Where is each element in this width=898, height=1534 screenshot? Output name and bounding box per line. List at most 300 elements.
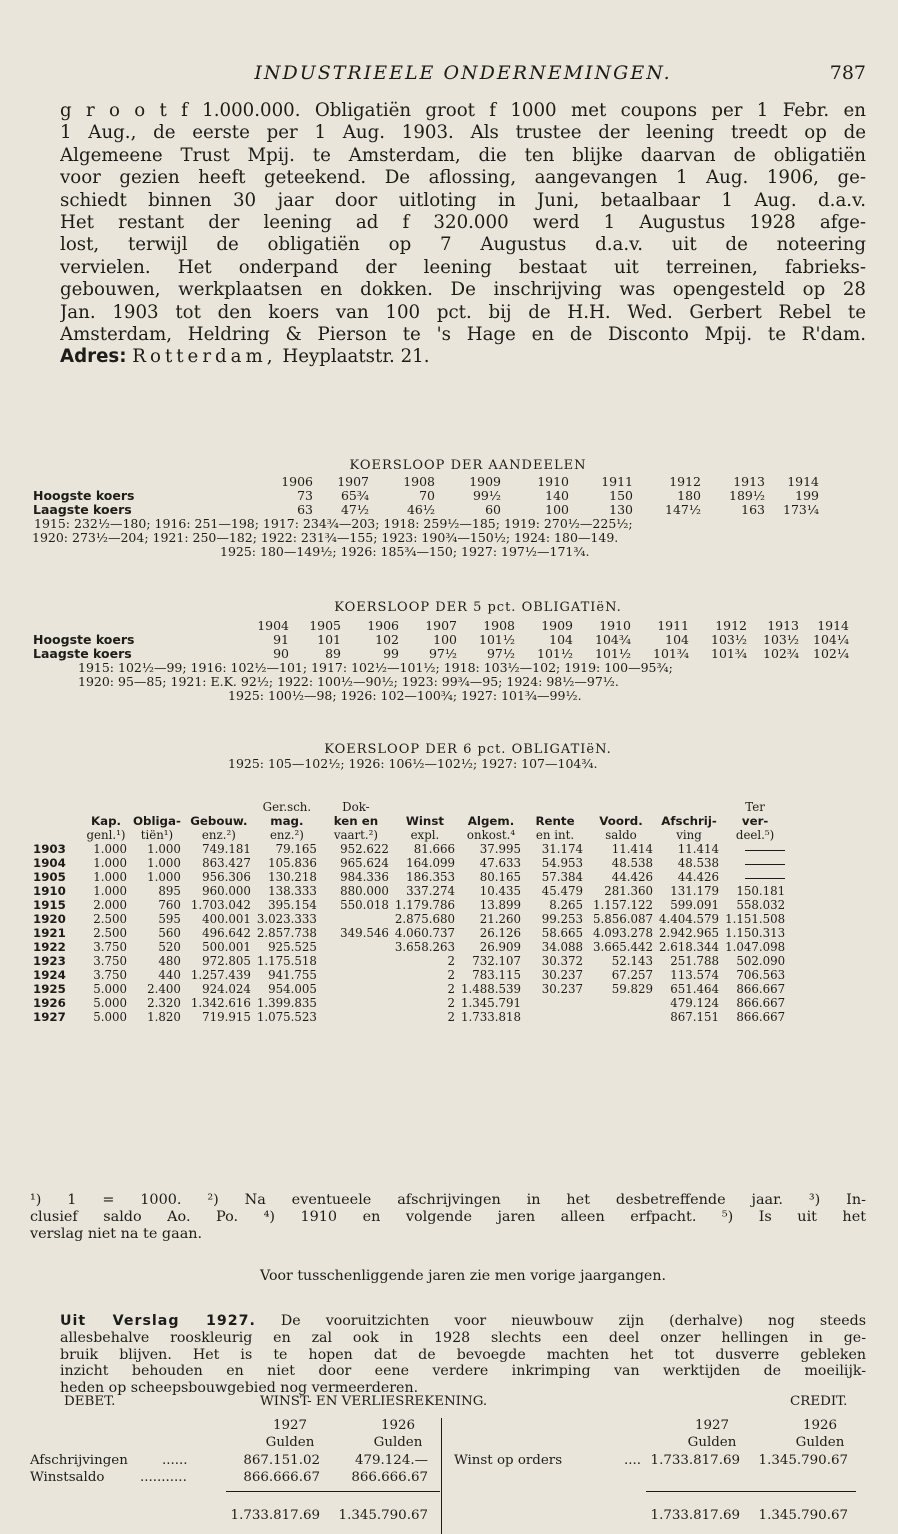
value-cell: 10.435	[479, 884, 522, 898]
value-cell: 706.563	[736, 968, 786, 982]
value-cell: 57.384	[541, 870, 584, 884]
financial-body	[30, 842, 788, 1024]
year-cell: 1912	[669, 474, 701, 489]
header-cell: tiën¹)	[140, 828, 174, 842]
value-cell: 595	[158, 912, 181, 926]
value-cell: 1.820	[147, 1010, 181, 1024]
value-cell: 5.000	[93, 996, 127, 1010]
winstsaldo-1926: 866.666.67	[351, 1470, 428, 1485]
value-cell: 97½	[428, 646, 457, 661]
header-cell: saldo	[605, 828, 637, 842]
footnote-line: verslag niet na te gaan.	[30, 1226, 203, 1242]
year-cell: 1925	[33, 982, 66, 996]
value-cell: 599.091	[670, 898, 720, 912]
oblig5-table	[30, 619, 852, 661]
value-cell: 60	[485, 502, 501, 517]
value-cell: 749.181	[202, 842, 251, 856]
table-row	[30, 996, 788, 1010]
table-row	[30, 842, 788, 856]
table-row	[30, 982, 788, 996]
value-cell	[320, 912, 392, 926]
afschrijvingen-label: Afschrijvingen	[30, 1453, 128, 1468]
header-cell: enz.²)	[201, 828, 236, 842]
value-cell: 395.154	[268, 898, 317, 912]
winst-1926: 1.345.790.67	[758, 1453, 848, 1468]
value-cell: 199	[795, 488, 819, 503]
value-cell: 89	[325, 646, 341, 661]
value-cell: 863.427	[202, 856, 251, 870]
value-cell	[524, 1010, 586, 1024]
value-cell: 4.060.737	[394, 926, 455, 940]
header-cell	[82, 800, 130, 814]
value-cell: 65¾	[340, 488, 369, 503]
winst-op-orders-label: Winst op orders	[454, 1453, 563, 1468]
year-left-2: 1926	[380, 1418, 416, 1433]
value-cell: 2	[447, 982, 455, 996]
text-line: 1 Aug., de eerste per 1 Aug. 1903. Als trustee der leening treedt op de	[60, 122, 866, 144]
year-cell: 1910	[33, 884, 66, 898]
value-cell: 480	[158, 954, 181, 968]
header-cell: deel.⁵)	[735, 828, 775, 842]
footnotes	[30, 1192, 866, 1243]
aandeelen-table	[30, 475, 822, 517]
value-cell: 186.353	[406, 870, 455, 884]
address-label: Adres:	[60, 346, 127, 368]
address-line	[60, 346, 866, 368]
table-row	[30, 619, 852, 633]
value-cell: 1.703.042	[190, 898, 251, 912]
value-cell: 1.047.098	[725, 940, 786, 954]
value-cell: 1.000	[147, 842, 181, 856]
header-cell	[524, 800, 586, 814]
value-cell: 189½	[729, 488, 765, 503]
value-cell: 867.151	[670, 1010, 720, 1024]
price-line: 1915: 102½—99; 1916: 102½—101; 1917: 102½—101½; 1918: 103½—102; 1919: 100—95¾;	[78, 660, 673, 675]
value-cell: 1.000	[93, 884, 127, 898]
value-cell: 783.115	[472, 968, 522, 982]
oblig5-title: KOERSLOOP DER 5 pct. OBLIGATIëN.	[334, 600, 622, 615]
value-cell: 1.342.616	[190, 996, 251, 1010]
year-left-1: 1927	[272, 1418, 308, 1433]
header-cell: Ter	[745, 800, 765, 814]
header-cell: genl.¹)	[86, 828, 126, 842]
table-row	[30, 475, 822, 489]
value-cell: 960.000	[202, 884, 251, 898]
value-cell: 48.538	[611, 856, 654, 870]
header-cell: expl.	[410, 828, 440, 842]
winstsaldo-label: Winstsaldo	[30, 1470, 105, 1485]
value-cell: 8.265	[549, 898, 584, 912]
value-cell: 558.032	[736, 898, 786, 912]
year-cell: 1908	[403, 474, 435, 489]
header-cell: Voord.	[599, 814, 643, 828]
dash-rule	[745, 878, 785, 879]
header-cell	[30, 800, 82, 814]
tusschen-note: Voor tusschenliggende jaren zie men vorige jaargangen.	[260, 1268, 666, 1284]
footnote-line: ¹) 1 = 1000. ²) Na eventueele afschrijvingen in het desbetreffende jaar. ³) In-	[30, 1192, 866, 1208]
value-cell: 440	[158, 968, 181, 982]
value-cell: 150	[609, 488, 633, 503]
value-cell: 2	[447, 996, 455, 1010]
total-right-1926: 1.345.790.67	[758, 1508, 848, 1523]
value-cell: 281.360	[604, 884, 654, 898]
year-cell: 1914	[787, 474, 819, 489]
verslag-paragraph	[60, 1313, 866, 1397]
value-cell: 113.574	[670, 968, 720, 982]
value-cell: 1.488.539	[460, 982, 522, 996]
aandeelen-title: KOERSLOOP DER AANDEELEN	[349, 458, 587, 473]
dot-leader: ......	[162, 1453, 188, 1468]
value-cell: 101	[317, 632, 341, 647]
value-cell: 1.399.835	[256, 996, 317, 1010]
table-row	[30, 926, 788, 940]
value-cell: 130.218	[268, 870, 317, 884]
value-cell: 1.345.791	[460, 996, 522, 1010]
running-title: INDUSTRIEELE ONDERNEMINGEN.	[254, 62, 672, 84]
text-line: voor gezien heeft geteekend. De aflossing, aangevangen 1 Aug. 1906, ge-	[60, 167, 866, 189]
value-cell: 102	[375, 632, 399, 647]
value-cell: 954.005	[268, 982, 317, 996]
value-cell	[320, 996, 392, 1010]
year-cell: 1924	[33, 968, 66, 982]
value-cell: 104	[665, 632, 689, 647]
value-cell: 2.000	[93, 898, 127, 912]
value-cell: 101½	[595, 646, 631, 661]
table-row	[30, 489, 822, 503]
oblig6-section	[30, 742, 866, 771]
value-cell: 1.000	[93, 842, 127, 856]
value-cell: 13.899	[479, 898, 522, 912]
value-cell: 2.500	[93, 926, 127, 940]
value-cell: 2.857.738	[256, 926, 317, 940]
value-cell: 99	[383, 646, 399, 661]
header-cell	[184, 800, 254, 814]
value-cell: 102¾	[763, 646, 799, 661]
year-cell: 1906	[367, 618, 399, 633]
value-cell: 47.633	[479, 856, 522, 870]
value-cell: 500.001	[202, 940, 251, 954]
value-cell: 52.143	[611, 954, 654, 968]
value-cell	[722, 856, 788, 870]
value-cell: 131.179	[670, 884, 720, 898]
verslag-heading: Uit Verslag 1927.	[60, 1313, 256, 1329]
value-cell: 5.856.087	[592, 912, 654, 926]
year-cell: 1907	[425, 618, 457, 633]
value-cell: 3.023.333	[256, 912, 317, 926]
value-cell: 37.995	[479, 842, 522, 856]
year-cell: 1913	[767, 618, 799, 633]
value-cell: 3.665.442	[592, 940, 654, 954]
value-cell: 3.750	[93, 940, 127, 954]
value-cell: 1.151.508	[725, 912, 786, 926]
header-cell: Rente	[535, 814, 575, 828]
price-line: 1925: 105—102½; 1926: 106½—102½; 1927: 107—104¾.	[228, 756, 598, 771]
year-right-2: 1926	[802, 1418, 838, 1433]
row-label: Laagste koers	[33, 646, 132, 661]
value-cell: 400.001	[202, 912, 251, 926]
value-cell: 130	[609, 502, 633, 517]
table-row	[30, 912, 788, 926]
text-line	[60, 1313, 866, 1330]
text-line: bruik blijven. Het is te hopen dat de bevoegde machten het tot dusverre gebleken	[60, 1346, 866, 1363]
value-cell: 80.165	[479, 870, 522, 884]
value-cell	[586, 1010, 656, 1024]
value-cell: 895	[158, 884, 181, 898]
value-cell: 1.733.818	[460, 1010, 522, 1024]
total-rule-right	[646, 1491, 856, 1492]
value-cell: 34.088	[541, 940, 584, 954]
value-cell: 81.666	[413, 842, 455, 856]
header-cell: Dok-	[342, 800, 370, 814]
value-cell: 30.237	[541, 982, 584, 996]
price-line: 1915: 232½—180; 1916: 251—198; 1917: 234¾—203; 1918: 259½—185; 1919: 270½—225½;	[34, 516, 633, 531]
header-cell: ver-	[741, 814, 769, 828]
value-cell: 3.658.263	[394, 940, 455, 954]
value-cell: 560	[158, 926, 181, 940]
value-cell: 45.479	[541, 884, 584, 898]
value-cell: 4.404.579	[659, 912, 720, 926]
value-cell: 59.829	[611, 982, 654, 996]
value-cell	[320, 954, 392, 968]
year-cell: 1920	[33, 912, 66, 926]
header-cell: ken en	[333, 814, 379, 828]
header-cell: Algem.	[467, 814, 515, 828]
value-cell: 79.165	[275, 842, 317, 856]
value-cell: 337.274	[406, 884, 455, 898]
table-row	[30, 870, 788, 884]
value-cell: 2.400	[147, 982, 181, 996]
header-cell: Afschrij-	[661, 814, 717, 828]
value-cell: 866.667	[736, 1010, 786, 1024]
value-cell: 97½	[486, 646, 515, 661]
header-cell: Winst	[405, 814, 444, 828]
value-cell: 952.622	[340, 842, 389, 856]
value-cell: 984.336	[340, 870, 389, 884]
value-cell: 496.642	[202, 926, 251, 940]
year-cell: 1926	[33, 996, 66, 1010]
afschrijvingen-1926: 479.124.—	[354, 1453, 428, 1468]
year-cell: 1915	[33, 898, 66, 912]
account-divider	[441, 1418, 442, 1534]
total-left-1927: 1.733.817.69	[230, 1508, 320, 1523]
year-cell: 1923	[33, 954, 66, 968]
dot-leader: ...........	[140, 1470, 187, 1485]
text-line: schiedt binnen 30 jaar door uitloting in Juni, betaalbaar 1 Aug. d.a.v.	[60, 189, 866, 211]
value-cell: 3.750	[93, 968, 127, 982]
header-cell: onkost.⁴	[466, 828, 516, 842]
value-cell: 104¼	[813, 632, 849, 647]
afschrijvingen-1927: 867.151.02	[243, 1453, 320, 1468]
value-cell: 173¼	[783, 502, 819, 517]
value-cell	[320, 940, 392, 954]
value-cell: 2	[447, 968, 455, 982]
value-cell: 5.000	[93, 982, 127, 996]
total-left-1926: 1.345.790.67	[338, 1508, 428, 1523]
value-cell: 956.306	[202, 870, 251, 884]
year-cell: 1906	[281, 474, 313, 489]
year-cell: 1907	[337, 474, 369, 489]
price-line: 1920: 95—85; 1921: E.K. 92½; 1922: 100½—90½; 1923: 99¾—95; 1924: 98½—97½.	[78, 674, 619, 689]
table-row	[30, 633, 852, 647]
table-row	[30, 1010, 788, 1024]
value-cell: 1.150.313	[725, 926, 786, 940]
oblig5-section	[30, 600, 866, 703]
value-cell: 651.464	[670, 982, 720, 996]
header-cell	[30, 814, 82, 828]
value-cell: 105.836	[268, 856, 317, 870]
dot-leader: ....	[624, 1453, 642, 1468]
table-row	[30, 884, 788, 898]
table-row	[30, 940, 788, 954]
value-cell: 100	[545, 502, 569, 517]
text-line: Algemeene Trust Mpij. te Amsterdam, die ten blijke daarvan de obligatiën	[60, 144, 866, 166]
value-cell: 47½	[340, 502, 369, 517]
value-cell: 100	[433, 632, 457, 647]
header-cell	[458, 800, 524, 814]
value-cell: 972.805	[202, 954, 251, 968]
credit-label: CREDIT.	[790, 1394, 848, 1409]
table-row	[30, 503, 822, 517]
value-cell: 1.000	[93, 856, 127, 870]
table-row	[30, 898, 788, 912]
value-cell: 103½	[711, 632, 747, 647]
year-cell: 1913	[733, 474, 765, 489]
value-cell: 1.000	[93, 870, 127, 884]
value-cell: 180	[677, 488, 701, 503]
header-cell	[656, 800, 722, 814]
year-cell: 1909	[541, 618, 573, 633]
header-cell: vaart.²)	[333, 828, 379, 842]
year-cell: 1905	[309, 618, 341, 633]
value-cell: 44.426	[677, 870, 720, 884]
year-right-1: 1927	[694, 1418, 730, 1433]
value-cell: 26.126	[479, 926, 522, 940]
currency-right-2: Gulden	[795, 1435, 845, 1450]
aandeelen-section	[30, 458, 866, 559]
text-line: g r o o t f 1.000.000. Obligatiën groot f 1000 met coupons per 1 Febr. en	[60, 100, 866, 121]
financial-header	[30, 800, 788, 842]
value-cell: 99.253	[541, 912, 584, 926]
year-cell: 1905	[33, 870, 66, 884]
header-cell	[586, 800, 656, 814]
text-line: Het restant der leening ad f 320.000 werd 1 Augustus 1928 afge-	[60, 211, 866, 233]
verslag-text: De vooruitzichten voor nieuwbouw zijn (derhalve) nog steeds	[280, 1313, 866, 1329]
total-rule-left	[226, 1491, 440, 1492]
currency-left-1: Gulden	[265, 1435, 315, 1450]
year-cell: 1911	[657, 618, 689, 633]
value-cell: 866.667	[736, 982, 786, 996]
footnote-line: clusief saldo Ao. Po. ⁴) 1910 en volgende jaren alleen erfpacht. ⁵) Is uit het	[30, 1209, 866, 1225]
value-cell: 90	[273, 646, 289, 661]
winst-1927: 1.733.817.69	[650, 1453, 740, 1468]
value-cell: 67.257	[611, 968, 654, 982]
value-cell: 101¾	[653, 646, 689, 661]
value-cell: 502.090	[736, 954, 786, 968]
header-cell: ving	[676, 828, 702, 842]
address-city: Rotterdam,	[132, 346, 277, 368]
value-cell: 103½	[763, 632, 799, 647]
value-cell: 760	[158, 898, 181, 912]
currency-right-1: Gulden	[687, 1435, 737, 1450]
header-row	[30, 800, 788, 814]
value-cell: 104	[549, 632, 573, 647]
year-cell: 1922	[33, 940, 66, 954]
year-cell: 1912	[715, 618, 747, 633]
year-cell: 1910	[599, 618, 631, 633]
value-cell: 2.875.680	[394, 912, 455, 926]
value-cell: 925.525	[268, 940, 317, 954]
value-cell: 941.755	[268, 968, 317, 982]
value-cell: 880.000	[340, 884, 389, 898]
value-cell	[722, 842, 788, 856]
text-line: allesbehalve rooskleurig en zal ook in 1928 slechts een deel onzer hellingen in ge-	[60, 1329, 866, 1346]
table-row	[30, 954, 788, 968]
value-cell: 1.175.518	[256, 954, 317, 968]
value-cell	[722, 870, 788, 884]
value-cell: 349.546	[340, 926, 389, 940]
value-cell: 164.099	[406, 856, 455, 870]
financial-table	[30, 800, 788, 1024]
value-cell: 11.414	[677, 842, 720, 856]
value-cell: 101¾	[711, 646, 747, 661]
header-row	[30, 828, 788, 842]
value-cell: 11.414	[611, 842, 654, 856]
running-header	[60, 62, 866, 88]
value-cell: 63	[297, 502, 313, 517]
value-cell: 866.667	[736, 996, 786, 1010]
year-cell: 1910	[537, 474, 569, 489]
value-cell: 30.237	[541, 968, 584, 982]
header-cell: mag.	[270, 814, 304, 828]
value-cell: 104¾	[595, 632, 631, 647]
year-cell: 1909	[469, 474, 501, 489]
value-cell	[320, 968, 392, 982]
value-cell: 147½	[665, 502, 701, 517]
table-row	[30, 647, 852, 661]
intro-paragraph	[60, 100, 866, 369]
value-cell: 2.618.344	[659, 940, 720, 954]
year-cell: 1921	[33, 926, 66, 940]
value-cell: 2	[447, 954, 455, 968]
value-cell: 138.333	[268, 884, 317, 898]
year-cell: 1904	[33, 856, 66, 870]
value-cell: 26.909	[479, 940, 522, 954]
text-line: Amsterdam, Heldring & Pierson te 's Hage en de Disconto Mpij. te R'dam.	[60, 323, 866, 345]
value-cell: 54.953	[541, 856, 584, 870]
row-label: Laagste koers	[33, 502, 132, 517]
header-cell: enz.²)	[269, 828, 304, 842]
value-cell: 102¼	[813, 646, 849, 661]
page-number: 787	[829, 62, 866, 84]
value-cell: 251.788	[670, 954, 720, 968]
header-cell	[392, 800, 458, 814]
value-cell: 732.107	[472, 954, 522, 968]
text-line: vervielen. Het onderpand der leening bestaat uit terreinen, fabrieks-	[60, 256, 866, 278]
price-line: 1920: 273½—204; 1921: 250—182; 1922: 231¾—155; 1923: 190¾—150½; 1924: 180—149.	[32, 530, 619, 545]
value-cell: 3.750	[93, 954, 127, 968]
debet-label: DEBET.	[64, 1394, 116, 1409]
value-cell: 965.624	[340, 856, 389, 870]
value-cell: 58.665	[541, 926, 584, 940]
header-cell: Obliga-	[133, 814, 181, 828]
value-cell: 31.174	[541, 842, 584, 856]
value-cell: 48.538	[677, 856, 720, 870]
header-cell: Gebouw.	[190, 814, 248, 828]
value-cell: 163	[741, 502, 765, 517]
table-row	[30, 856, 788, 870]
value-cell: 1.157.122	[592, 898, 654, 912]
value-cell: 73	[297, 488, 313, 503]
